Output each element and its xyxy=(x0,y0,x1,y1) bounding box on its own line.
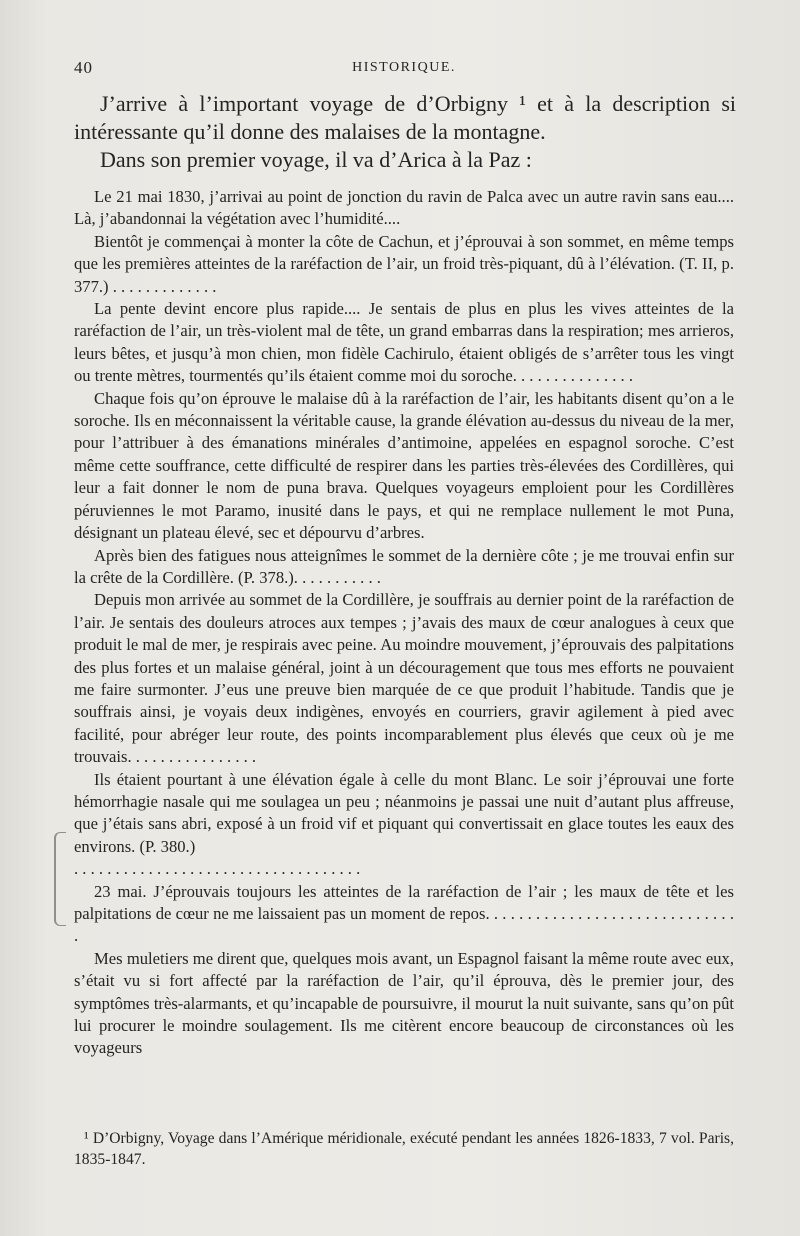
page-header xyxy=(74,58,734,80)
paragraph: Depuis mon arrivée au sommet de la Cordillère, je souffrais au dernier point de la raréfaction de l’air. Je sentais des douleurs atroces aux tempes ; j’avais des maux de cœur analogues à ceux que produit le mal de mer, je respirais avec peine. Au moindre mouvement, j’éprouvais des palpitations des plus fortes et un malaise général, joint à un découragement que tous mes efforts ne pouvaient me faire surmonter. J’eus une preuve bien marquée de ce que produit l’habitude. Tandis que je souffrais ainsi, je voyais deux indigènes, envoyés en courriers, gravir agilement à pied avec facilité, pour abréger leur route, des points incomparablement plus élevés que ceux où je me trouvais. . . . . . . . . . . . . . . . xyxy=(74,590,734,767)
pencil-bracket-mark xyxy=(54,832,66,926)
footnote xyxy=(74,1128,734,1170)
paragraph: Ils étaient pourtant à une élévation égale à celle du mont Blanc. Le soir j’éprouvai une forte hémorrhagie nasale qui me soulagea un peu ; néanmoins je passai une nuit d’autant plus affreuse, que j’étais sans abri, exposé à un froid vif et piquant qui convertissait en glace toutes les eaux des environs. (P. 380.) xyxy=(74,769,734,856)
intro-paragraph-1: J’arrive à l’important voyage de d’Orbigny ¹ et à la description si intéressante qu’il donne des malaises de la montagne. xyxy=(74,91,736,144)
paragraph: La pente devint encore plus rapide.... Je sentais de plus en plus les vives atteintes de la raréfaction de l’air, un très-violent mal de tête, un grand embarras dans la respiration; mes arrieros, leurs bêtes, et jusqu’à mon chien, mon fidèle Cachirulo, étaient obligés de s’arrêter tous les vingt ou trente mètres, tourmentés qu’ils étaient comme moi du soroche. . . . . . . . . . . . . . . xyxy=(74,299,734,386)
paragraph: Chaque fois qu’on éprouve le malaise dû à la raréfaction de l’air, les habitants disent qu’on a le soroche. Ils en méconnaissent la véritable cause, la grande élévation au-dessus du niveau de la mer, pour l’attribuer à des émanations minérales d’antimoine, appelées en espagnol soroche. C’est même cette souffrance, cette difficulté de respirer dans les parties très-élevées des Cordillères, qui leur a fait donner le nom de puna brava. Quelques voyageurs emploient pour les Cordillères péruviennes le mot Paramo, inusité dans le pays, et qui ne remplace nullement le mot Puna, désignant un plateau élevé, sec et dépourvu d’arbres. xyxy=(74,388,734,543)
quoted-text xyxy=(74,186,734,1060)
ellipsis-line: . . . . . . . . . . . . . . . . . . . . . . . . . . . . . . . . . . . xyxy=(74,859,361,879)
paragraph: 23 mai. J’éprouvais toujours les atteintes de la raréfaction de l’air ; les maux de tête et les palpitations de cœur ne me laissaient pas un moment de repos. . . . . . . . . . . . . . . . . . . . . . . . . . . . . . . xyxy=(74,881,734,946)
paragraph: Mes muletiers me dirent que, quelques mois avant, un Espagnol faisant la même route avec eux, s’était vu si fort affecté par la raréfaction de l’air, qu’il éprouva, dès le premier jour, des symptômes très-alarmants, et qu’incapable de poursuivre, il mourut la nuit suivante, sans qu’on pût lui procurer le moindre soulagement. Ils me citèrent encore beaucoup de circonstances où les voyageurs xyxy=(74,948,734,1058)
paragraph: Après bien des fatigues nous atteignîmes le sommet de la dernière côte ; je me trouvai enfin sur la crête de la Cordillère. (P. 378.). . . . . . . . . . . xyxy=(74,545,734,587)
intro-text xyxy=(74,90,736,174)
page-number: 40 xyxy=(74,58,93,77)
paragraph: Le 21 mai 1830, j’arrivai au point de jonction du ravin de Palca avec un autre ravin sans eau.... Là, j’abandonnai la végétation avec l’humidité.... xyxy=(74,187,734,229)
intro-paragraph-2: Dans son premier voyage, il va d’Arica à la Paz : xyxy=(100,147,532,172)
running-title: HISTORIQUE. xyxy=(352,60,456,75)
footnote-text: ¹ D’Orbigny, Voyage dans l’Amérique méridionale, exécuté pendant les années 1826-1833, 7 vol. Paris, 1835-1847. xyxy=(74,1130,734,1168)
paragraph: Bientôt je commençai à monter la côte de Cachun, et j’éprouvai à son sommet, en même temps que les premières atteintes de la raréfaction de l’air, un froid très-piquant, dû à l’élévation. (T. II, p. 377.) . . . . . . . . . . . . . xyxy=(74,231,734,296)
